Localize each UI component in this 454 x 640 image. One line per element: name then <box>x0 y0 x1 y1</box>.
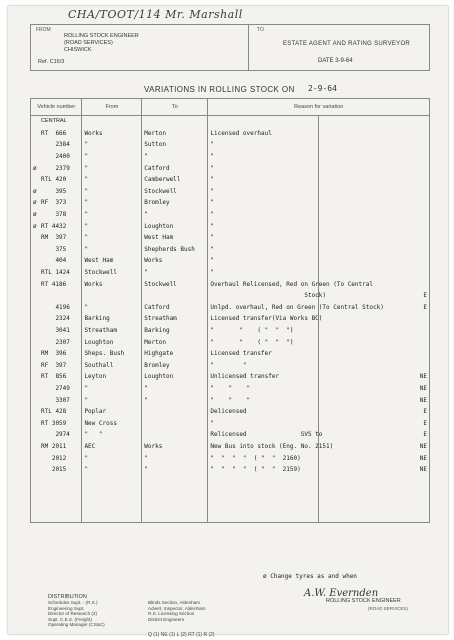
from-cell: Barking <box>82 313 142 325</box>
to-cell: " <box>142 209 208 221</box>
from-cell: " <box>82 186 142 198</box>
from-cell: " <box>82 383 142 395</box>
to-cell: Camberwell <box>142 174 208 186</box>
table-row <box>31 278 430 290</box>
vehicle-number: RT 4186 <box>41 280 67 288</box>
vehicle-cell <box>31 510 82 522</box>
col-to-header: To <box>142 99 208 116</box>
vehicle-number: 395 <box>41 187 67 195</box>
header-divider <box>248 24 249 70</box>
reason-cell: " <box>208 151 319 163</box>
from-cell: " <box>82 174 142 186</box>
vehicle-cell <box>31 174 82 186</box>
vehicle-cell <box>31 475 82 487</box>
reason-cell: Relicensed SVS to <box>208 429 319 441</box>
code-cell <box>319 186 430 198</box>
reason-cell: Delicensed <box>208 406 319 418</box>
from-cell: " <box>82 162 142 174</box>
from-cell: " <box>82 209 142 221</box>
from-cell: New Cross <box>82 417 142 429</box>
reason-cell: " " " <box>208 383 319 395</box>
vehicle-cell <box>31 383 82 395</box>
to-cell: Merton <box>142 336 208 348</box>
code-cell <box>319 336 430 348</box>
code-cell <box>319 313 430 325</box>
from-label: FROM <box>36 27 51 33</box>
reason-cell: " <box>208 139 319 151</box>
reason-cell: " <box>208 255 319 267</box>
footnote: ø Change tyres as and when <box>263 573 357 580</box>
code-cell <box>319 359 430 371</box>
code-cell: NE <box>319 383 430 395</box>
table-row <box>31 510 430 522</box>
code-cell: E <box>319 429 430 441</box>
table-row <box>31 475 430 487</box>
table-row <box>31 383 430 395</box>
vehicle-cell <box>31 255 82 267</box>
reason-cell: " <box>208 417 319 429</box>
distribution-item: Engineering Supt. <box>48 605 85 611</box>
vehicle-cell <box>31 151 82 163</box>
code-cell <box>319 487 430 499</box>
to-cell: Works <box>142 255 208 267</box>
reason-cell: " " " " ( " " 2160) <box>208 452 319 464</box>
to-cell: Stockwell <box>142 186 208 198</box>
distribution-item: Schedules Supt. - (R.S.) <box>48 600 98 605</box>
to-recipient: ESTATE AGENT AND RATING SURVEYOR <box>283 41 411 47</box>
vehicle-number: 2307 <box>41 338 70 346</box>
vehicle-number: 2974 <box>41 431 70 439</box>
vehicle-number: RT 666 <box>41 129 67 137</box>
to-cell <box>142 487 208 499</box>
to-cell: Sutton <box>142 139 208 151</box>
reason-cell: " <box>208 174 319 186</box>
from-cell: " " <box>82 429 142 441</box>
code-cell: NE <box>319 452 430 464</box>
code-cell <box>319 220 430 232</box>
distribution-item: District Engineers <box>148 616 184 622</box>
vehicle-cell <box>31 441 82 453</box>
table-row <box>31 232 430 244</box>
vehicle-cell <box>31 278 82 290</box>
reason-cell: " " ( " " ") <box>208 336 319 348</box>
table-row <box>31 371 430 383</box>
from-cell: " <box>82 302 142 314</box>
vehicle-cell <box>31 139 82 151</box>
distribution-item: Director of Research (2) <box>48 611 98 617</box>
vehicle-number: 2749 <box>41 384 70 392</box>
reason-cell: " <box>208 209 319 221</box>
to-cell: Bromley <box>142 197 208 209</box>
from-cell: " <box>82 452 142 464</box>
vehicle-cell <box>31 116 82 128</box>
vehicle-number: RT 4432 <box>41 222 67 230</box>
code-cell <box>319 162 430 174</box>
vehicle-number: RM 396 <box>41 350 67 358</box>
table-row <box>31 128 430 140</box>
vehicle-cell <box>31 417 82 429</box>
table-header-row <box>31 99 430 116</box>
from-line-2: (ROAD SERVICES) <box>64 40 113 46</box>
vehicle-cell <box>31 209 82 221</box>
handwritten-note: CHA/TOOT/114 Mr. Marshall <box>68 8 243 21</box>
to-cell: Stockwell <box>142 278 208 290</box>
to-cell <box>142 510 208 522</box>
distribution-item: Supt. C.E.S. (Freight) <box>48 616 92 622</box>
reason-cell: Licensed transfer <box>208 348 319 360</box>
reason-cell: " <box>208 220 319 232</box>
vehicle-cell <box>31 499 82 511</box>
from-cell: Streatham <box>82 325 142 337</box>
to-cell: Loughton <box>142 220 208 232</box>
to-cell: " <box>142 394 208 406</box>
vehicle-number: RTL 1424 <box>41 269 70 277</box>
vehicle-number: 2015 <box>41 466 67 474</box>
from-cell: " <box>82 464 142 476</box>
vehicle-number: 3041 <box>41 326 70 334</box>
distribution-item: Advert. Inspector, Aldenham <box>148 605 206 611</box>
vehicle-number: RM 2011 <box>41 442 67 450</box>
code-cell <box>319 475 430 487</box>
from-cell: " <box>82 139 142 151</box>
table-row <box>31 255 430 267</box>
table-row <box>31 302 430 314</box>
document-title: VARIATIONS IN ROLLING STOCK ON <box>144 85 295 94</box>
vehicle-cell <box>31 313 82 325</box>
table-row <box>31 313 430 325</box>
distribution-item: Blinds Section, Aldenham <box>148 600 201 605</box>
col-reason-header: Reason for variation <box>208 99 430 116</box>
tyre-mark: ø <box>33 211 37 219</box>
code-cell <box>319 139 430 151</box>
vehicle-cell <box>31 325 82 337</box>
reason-cell: Unlicensed transfer <box>208 371 319 383</box>
tyre-mark: ø <box>33 187 37 195</box>
from-cell: Leyton <box>82 371 142 383</box>
vehicle-cell <box>31 394 82 406</box>
document-date: DATE 3-9-64 <box>318 58 353 64</box>
table-row <box>31 487 430 499</box>
code-cell: NE <box>319 441 430 453</box>
vehicle-number: 404 <box>41 257 67 265</box>
vehicle-number: 2384 <box>41 141 70 149</box>
code-cell <box>319 348 430 360</box>
to-cell: Catford <box>142 302 208 314</box>
code-cell <box>319 197 430 209</box>
reason-cell: Unlpd. overhaul, Red on Green (To Central Stock) <box>208 302 319 314</box>
from-cell: Stockwell <box>82 267 142 279</box>
code-cell: E <box>319 406 430 418</box>
to-cell <box>142 429 208 441</box>
vehicle-cell <box>31 302 82 314</box>
code-cell <box>319 255 430 267</box>
from-cell: Poplar <box>82 406 142 418</box>
code-cell <box>319 325 430 337</box>
code-cell <box>319 209 430 221</box>
code-cell: E <box>319 417 430 429</box>
from-cell: West Ham <box>82 255 142 267</box>
table-row <box>31 197 430 209</box>
to-cell: Catford <box>142 162 208 174</box>
vehicle-number: 2324 <box>41 315 70 323</box>
to-cell: " <box>142 383 208 395</box>
vehicle-number: 2012 <box>41 454 67 462</box>
vehicle-cell <box>31 464 82 476</box>
to-cell: Works <box>142 441 208 453</box>
code-cell: NE <box>319 394 430 406</box>
reason-cell <box>208 499 319 511</box>
to-cell: Barking <box>142 325 208 337</box>
table-row <box>31 209 430 221</box>
reason-cell <box>208 510 319 522</box>
code-cell: E <box>319 302 430 314</box>
table-row <box>31 186 430 198</box>
vehicle-cell <box>31 244 82 256</box>
from-cell: AEC <box>82 441 142 453</box>
vehicle-cell <box>31 267 82 279</box>
to-cell <box>142 475 208 487</box>
from-cell <box>82 499 142 511</box>
reason-cell: " <box>208 232 319 244</box>
code-cell: NE <box>319 464 430 476</box>
vehicle-cell <box>31 162 82 174</box>
vehicle-cell <box>31 232 82 244</box>
code-cell <box>319 244 430 256</box>
vehicle-number: 4196 <box>41 303 70 311</box>
table-row <box>31 348 430 360</box>
header-border-bottom <box>30 70 430 71</box>
vehicle-number: CENTRAL <box>41 118 67 125</box>
header-border-top <box>30 24 430 25</box>
distribution-codes: Q (1) NE (1) L (2) RT (1) R (2) <box>148 632 215 638</box>
vehicle-number: RT 856 <box>41 373 67 381</box>
to-cell: Bromley <box>142 359 208 371</box>
from-cell: " <box>82 244 142 256</box>
vehicle-cell <box>31 128 82 140</box>
table-row <box>31 139 430 151</box>
table-row <box>31 452 430 464</box>
table-row <box>31 244 430 256</box>
vehicle-cell <box>31 186 82 198</box>
distribution-list-2 <box>148 600 205 622</box>
from-cell <box>82 510 142 522</box>
from-line-3: CHISWICK <box>64 47 92 53</box>
distribution-item: R.S. Licensing Section <box>148 611 195 617</box>
from-cell: Works <box>82 278 142 290</box>
header-border-right <box>429 24 430 70</box>
from-cell <box>82 487 142 499</box>
code-cell <box>319 174 430 186</box>
distribution-title: DISTRIBUTION <box>48 594 87 600</box>
table-row <box>31 336 430 348</box>
vehicle-number: 375 <box>41 245 67 253</box>
vehicle-number: RF 373 <box>41 199 67 207</box>
to-cell: West Ham <box>142 232 208 244</box>
vehicle-cell <box>31 197 82 209</box>
from-cell: " <box>82 220 142 232</box>
from-cell: " <box>82 151 142 163</box>
reason-cell: " <box>208 197 319 209</box>
table-row <box>31 359 430 371</box>
to-cell <box>142 499 208 511</box>
reason-cell: New Bus into stock (Eng. No. 2151) <box>208 441 319 453</box>
reason-cell: " " <box>208 359 319 371</box>
reason-cell: " <box>208 162 319 174</box>
table-row <box>31 325 430 337</box>
code-cell <box>319 232 430 244</box>
vehicle-cell <box>31 359 82 371</box>
vehicle-number: RTL 428 <box>41 408 67 416</box>
code-cell: E <box>319 290 430 302</box>
table-row <box>31 267 430 279</box>
to-cell: Merton <box>142 128 208 140</box>
header-border-left <box>30 24 31 70</box>
variations-table <box>30 98 430 523</box>
code-cell <box>319 499 430 511</box>
table-body <box>31 116 430 523</box>
code-cell <box>319 128 430 140</box>
to-cell: Highgate <box>142 348 208 360</box>
from-cell <box>82 116 142 128</box>
reason-cell: Licensed transfer(Via Works BC) <box>208 313 319 325</box>
distribution-item: Operating Manager (CS&C) <box>48 622 105 628</box>
title-date: 2-9-64 <box>308 84 337 93</box>
vehicle-number: RF 397 <box>41 361 67 369</box>
tyre-mark: ø <box>33 164 37 172</box>
reason-cell: Licensed overhaul <box>208 128 319 140</box>
from-line-1: ROLLING STOCK ENGINEER <box>64 33 139 39</box>
reason-cell <box>208 475 319 487</box>
table-row <box>31 394 430 406</box>
code-cell <box>319 151 430 163</box>
table-row <box>31 220 430 232</box>
to-cell <box>142 290 208 302</box>
to-cell <box>142 116 208 128</box>
code-cell <box>319 510 430 522</box>
vehicle-number: 2400 <box>41 153 70 161</box>
to-cell: " <box>142 452 208 464</box>
reason-cell: " <box>208 244 319 256</box>
table-row <box>31 151 430 163</box>
reason-cell: " " " " ( " " 2159) <box>208 464 319 476</box>
vehicle-number: RT 3059 <box>41 419 67 427</box>
tyre-mark: ø <box>33 222 37 230</box>
to-cell <box>142 406 208 418</box>
vehicle-cell <box>31 406 82 418</box>
from-cell <box>82 290 142 302</box>
reason-cell: " " " <box>208 394 319 406</box>
table-row <box>31 174 430 186</box>
vehicle-number: RTL 420 <box>41 176 67 184</box>
from-cell: " <box>82 197 142 209</box>
from-cell: Southall <box>82 359 142 371</box>
vehicle-number: 378 <box>41 211 67 219</box>
vehicle-cell <box>31 220 82 232</box>
vehicle-cell <box>31 336 82 348</box>
table-row <box>31 417 430 429</box>
vehicle-number: 3307 <box>41 396 70 404</box>
tyre-mark: ø <box>33 199 37 207</box>
from-cell: Sheps. Bush <box>82 348 142 360</box>
to-cell: " <box>142 151 208 163</box>
from-cell <box>82 475 142 487</box>
vehicle-cell <box>31 348 82 360</box>
table-row <box>31 290 430 302</box>
signature-subtitle: (ROAD SERVICES) <box>368 606 408 611</box>
to-cell: Streatham <box>142 313 208 325</box>
to-cell: " <box>142 464 208 476</box>
reason-cell: Overhaul Relicensed, Red on Green (To Central <box>208 278 319 290</box>
reason-cell: Stock) <box>208 290 319 302</box>
signature-title: ROLLING STOCK ENGINEER <box>326 598 401 604</box>
table-row <box>31 162 430 174</box>
vehicle-cell <box>31 429 82 441</box>
table-row <box>31 499 430 511</box>
vehicle-cell <box>31 452 82 464</box>
col-vehicle-header: Vehicle number <box>31 99 82 116</box>
reason-cell: " " ( " " ") <box>208 325 319 337</box>
from-cell: Loughton <box>82 336 142 348</box>
reference-number: Ref. C16/3 <box>38 59 65 65</box>
to-cell: Shepherds Bush <box>142 244 208 256</box>
reason-cell <box>208 116 319 128</box>
col-from-header: From <box>82 99 142 116</box>
signature: A.W. Evernden <box>304 588 379 599</box>
vehicle-cell <box>31 487 82 499</box>
table-row <box>31 464 430 476</box>
vehicle-cell <box>31 371 82 383</box>
code-cell <box>319 116 430 128</box>
distribution-list-1 <box>48 600 105 628</box>
to-cell: Loughton <box>142 371 208 383</box>
table-row <box>31 406 430 418</box>
code-cell <box>319 267 430 279</box>
reason-cell: " <box>208 186 319 198</box>
reason-cell <box>208 487 319 499</box>
to-cell: " <box>142 267 208 279</box>
reason-cell: " <box>208 267 319 279</box>
table-row <box>31 429 430 441</box>
to-cell <box>142 417 208 429</box>
from-cell: Works <box>82 128 142 140</box>
table-row <box>31 441 430 453</box>
vehicle-cell <box>31 290 82 302</box>
table-row <box>31 116 430 128</box>
document-page <box>8 6 448 638</box>
code-cell: NE <box>319 371 430 383</box>
from-cell: " <box>82 232 142 244</box>
from-cell: " <box>82 394 142 406</box>
to-label: TO <box>257 27 264 33</box>
vehicle-number: 2379 <box>41 164 70 172</box>
vehicle-number: RM 397 <box>41 234 67 242</box>
